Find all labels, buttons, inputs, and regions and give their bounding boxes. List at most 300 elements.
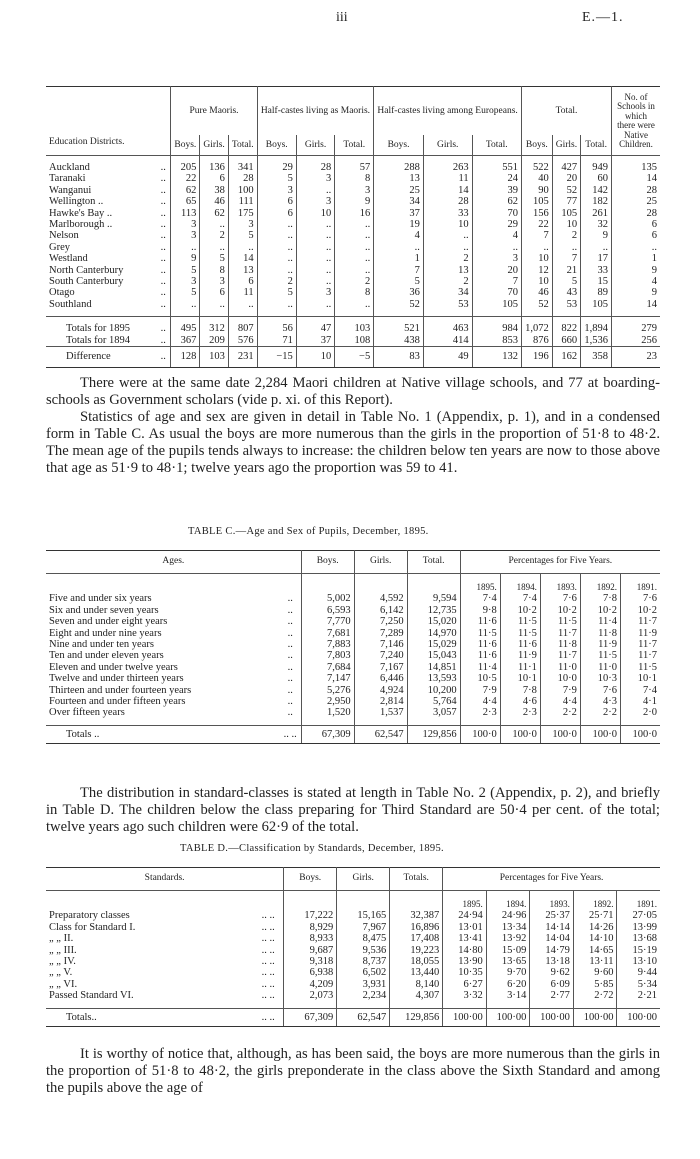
- table-cell: 209: [200, 335, 228, 347]
- table-cell: 67,309: [284, 1008, 337, 1026]
- row-leader: ..: [160, 230, 166, 242]
- table-cell: 13,593: [407, 673, 460, 684]
- table-cell: 521: [374, 317, 424, 335]
- table-cell: 2,950: [301, 696, 354, 707]
- table-cell: 11·6: [460, 616, 500, 627]
- table-cell: 62: [200, 208, 228, 219]
- row-leader: .. ..: [261, 978, 275, 990]
- year-label: 1892.: [573, 891, 617, 911]
- table-row: [46, 1008, 660, 1026]
- table-cell: −15: [257, 347, 296, 367]
- standards-body: [46, 891, 660, 1027]
- girls-subheader: Girls.: [200, 135, 228, 156]
- table-cell: 47: [296, 317, 334, 335]
- table-cell: 7,684: [301, 662, 354, 673]
- table-cell: 4,209: [284, 979, 337, 990]
- table-cell: 39: [472, 185, 521, 196]
- spacer: [390, 891, 443, 911]
- table-cell: 9·70: [486, 967, 530, 978]
- table-row: [46, 616, 660, 627]
- table-row: [46, 725, 660, 743]
- table-cell: 11·1: [500, 662, 540, 673]
- table-cell: 25: [612, 196, 661, 207]
- spacer: [407, 574, 460, 594]
- paragraph-2: Statistics of age and sex are given in detail in Table No. 1 (Appendix, p. 1), and in a condensed form in Table C. As usual the boys are more numerous than the girls in the proportion of 51·8 to 48·2. The mean age of the pupils tends always to increase: the children below ten years are now to those above that age as 51·9 to 48·1; twelve years ago the proportion was 59 to 41.: [46, 409, 660, 476]
- row-label: Wellington ..: [49, 196, 104, 208]
- table-cell: 5: [200, 253, 228, 264]
- table-cell: 5·85: [573, 979, 617, 990]
- table-cell: 9: [335, 196, 374, 207]
- table-cell: 4·6: [500, 696, 540, 707]
- table-cell: 1,894: [581, 317, 612, 335]
- total-header: Total.: [522, 87, 612, 136]
- table-row: [46, 696, 660, 707]
- table-cell: 7: [552, 253, 580, 264]
- page-number: iii: [336, 10, 348, 25]
- row-leader: ..: [160, 276, 166, 288]
- table-cell: 13·01: [443, 922, 487, 933]
- row-leader: ..: [287, 627, 293, 639]
- table-row: [46, 628, 660, 639]
- table-cell: 11·9: [620, 628, 660, 639]
- table-cell: 100·0: [460, 725, 500, 743]
- table-cell: 8,140: [390, 979, 443, 990]
- row-label: Passed Standard VI.: [49, 990, 134, 1002]
- table-cell: 2: [335, 276, 374, 287]
- table-cell: 28: [612, 208, 661, 219]
- table-cell: 10,200: [407, 685, 460, 696]
- row-label: Six and under seven years: [49, 604, 159, 616]
- table-cell: 14,970: [407, 628, 460, 639]
- table-cell: 6: [200, 287, 228, 298]
- table-cell: 14·79: [530, 945, 574, 956]
- table-cell: 100·0: [500, 725, 540, 743]
- year-label: 1891.: [620, 574, 660, 594]
- row-leader: ..: [160, 196, 166, 208]
- table-cell: 3,931: [337, 979, 390, 990]
- table-cell: 57: [335, 156, 374, 174]
- table-cell: 71: [257, 335, 296, 347]
- spacer: [337, 891, 390, 911]
- table-cell: 807: [228, 317, 257, 335]
- year-label: 1893.: [540, 574, 580, 594]
- table-cell: 11·7: [620, 616, 660, 627]
- table-cell: 11·5: [620, 662, 660, 673]
- table-cell: 205: [171, 156, 200, 174]
- row-leader: ..: [160, 207, 166, 219]
- table-c-caption: TABLE C.—Age and Sex of Pupils, December, 1895.: [188, 526, 429, 537]
- table-cell: 14·10: [573, 933, 617, 944]
- table-row: [46, 707, 660, 725]
- table-cell: 9·8: [460, 605, 500, 616]
- table-cell: 2: [200, 230, 228, 241]
- table-cell: ..: [296, 230, 334, 241]
- table-row: [46, 967, 660, 978]
- table-cell: 576: [228, 335, 257, 347]
- boys-subheader: Boys.: [374, 135, 424, 156]
- table-cell: 32: [581, 219, 612, 230]
- table-cell: 10: [423, 219, 472, 230]
- spacer: [46, 574, 280, 594]
- paragraph-1: There were at the same date 2,284 Maori children at Native village schools, and 77 at boarding-schools as Government scholars (vide p. xi. of this Report).: [46, 375, 660, 408]
- table-cell: 49: [423, 347, 472, 367]
- table-cell: 13: [423, 265, 472, 276]
- row-label: Thirteen and under fourteen years: [49, 684, 192, 696]
- table-cell: 21: [552, 265, 580, 276]
- table-cell: ..: [423, 242, 472, 253]
- table-row: [46, 185, 660, 196]
- table-cell: 62,547: [354, 725, 407, 743]
- table-cell: 67,309: [301, 725, 354, 743]
- row-leader: .. ..: [261, 944, 275, 956]
- table-cell: 29: [257, 156, 296, 174]
- table-cell: 15,165: [337, 910, 390, 921]
- table-cell: 108: [335, 335, 374, 347]
- table-cell: 28: [296, 156, 334, 174]
- table-cell: 10·1: [500, 673, 540, 684]
- table-cell: 12,735: [407, 605, 460, 616]
- table-cell: 52: [552, 185, 580, 196]
- row-leader: ..: [287, 604, 293, 616]
- table-cell: 10·2: [580, 605, 620, 616]
- table-cell: 5,276: [301, 685, 354, 696]
- table-cell: 4,307: [390, 990, 443, 1008]
- row-label: „ „ IV.: [49, 956, 76, 968]
- table-cell: 2: [552, 230, 580, 241]
- table-cell: 6: [257, 208, 296, 219]
- table-cell: 3: [335, 185, 374, 196]
- table-row: [46, 196, 660, 207]
- table-cell: 14: [423, 185, 472, 196]
- table-cell: 3: [171, 230, 200, 241]
- table-cell: 11·6: [460, 650, 500, 661]
- age-sex-body: [46, 574, 660, 744]
- table-row: [46, 253, 660, 264]
- table-cell: 18,055: [390, 956, 443, 967]
- table-cell: −5: [335, 347, 374, 367]
- row-leader: .. ..: [261, 990, 275, 1002]
- table-cell: 13·11: [573, 956, 617, 967]
- row-label: Taranaki: [49, 173, 86, 185]
- row-leader: ..: [287, 684, 293, 696]
- table-cell: 89: [581, 287, 612, 298]
- table-cell: 2·3: [460, 707, 500, 725]
- table-cell: 263: [423, 156, 472, 174]
- table-cell: ..: [171, 242, 200, 253]
- table-cell: 5,764: [407, 696, 460, 707]
- table-cell: 10·2: [620, 605, 660, 616]
- year-label: 1894.: [500, 574, 540, 594]
- table-cell: 24·94: [443, 910, 487, 921]
- table-cell: 9·60: [573, 967, 617, 978]
- table-cell: 129,856: [407, 725, 460, 743]
- girls-subheader: Girls.: [296, 135, 334, 156]
- table-cell: 2,234: [337, 990, 390, 1008]
- pure-maoris-header: Pure Maoris.: [171, 87, 257, 136]
- table-cell: 2·72: [573, 990, 617, 1008]
- table-cell: 4: [612, 276, 661, 287]
- table-cell: 261: [581, 208, 612, 219]
- standards-table: [46, 867, 660, 1027]
- boys-subheader: Boys.: [522, 135, 553, 156]
- row-leader: ..: [287, 593, 293, 605]
- table-cell: ..: [257, 265, 296, 276]
- table-cell: ..: [200, 219, 228, 230]
- row-leader: ..: [287, 650, 293, 662]
- spacer: [284, 891, 337, 911]
- table-cell: 14·80: [443, 945, 487, 956]
- table-cell: 6·27: [443, 979, 487, 990]
- table-cell: 2,814: [354, 696, 407, 707]
- row-label: Five and under six years: [49, 593, 152, 605]
- table-cell: 13·99: [617, 922, 660, 933]
- table-cell: 9,536: [337, 945, 390, 956]
- table-cell: 10·2: [540, 605, 580, 616]
- table-cell: 14: [228, 253, 257, 264]
- row-leader: ..: [160, 334, 166, 346]
- table-cell: 105: [472, 299, 521, 317]
- table-cell: 14·14: [530, 922, 574, 933]
- row-leader: ..: [287, 639, 293, 651]
- table-cell: 3·32: [443, 990, 487, 1008]
- year-label: 1893.: [530, 891, 574, 911]
- table-cell: ..: [200, 299, 228, 317]
- table-cell: 6,593: [301, 605, 354, 616]
- table-cell: 8: [335, 173, 374, 184]
- table-cell: 3: [296, 173, 334, 184]
- table-cell: 3,057: [407, 707, 460, 725]
- table-cell: 7,967: [337, 922, 390, 933]
- table-cell: 1: [612, 253, 661, 264]
- table-cell: 62,547: [337, 1008, 390, 1026]
- table-cell: 32,387: [390, 910, 443, 921]
- table-cell: ..: [296, 219, 334, 230]
- row-label: Ten and under eleven years: [49, 650, 164, 662]
- table-cell: 7·6: [620, 593, 660, 604]
- table-cell: 10: [296, 208, 334, 219]
- table-cell: ..: [296, 276, 334, 287]
- table-cell: 8: [200, 265, 228, 276]
- table-cell: 463: [423, 317, 472, 335]
- report-reference: E.—1.: [582, 10, 624, 25]
- tot-subheader: Total.: [581, 135, 612, 156]
- table-cell: 28: [423, 196, 472, 207]
- row-label: Westland: [49, 253, 88, 265]
- table-cell: 100·00: [486, 1008, 530, 1026]
- table-row: [46, 230, 660, 241]
- table-cell: 6,142: [354, 605, 407, 616]
- table-cell: 182: [581, 196, 612, 207]
- table-cell: 16: [335, 208, 374, 219]
- table-row: [46, 910, 660, 921]
- table-cell: 7,289: [354, 628, 407, 639]
- table-cell: 9·62: [530, 967, 574, 978]
- table-row: [46, 673, 660, 684]
- row-label: Seven and under eight years: [49, 616, 168, 628]
- table-cell: 6: [612, 230, 661, 241]
- table-cell: 6: [257, 196, 296, 207]
- row-label: Difference: [46, 347, 156, 367]
- table-cell: 7,250: [354, 616, 407, 627]
- table-cell: 11·8: [540, 639, 580, 650]
- row-label: South Canterbury: [49, 276, 124, 288]
- row-label: Fourteen and under fifteen years: [49, 696, 186, 708]
- table-cell: 8,737: [337, 956, 390, 967]
- table-cell: 53: [423, 299, 472, 317]
- row-leader: .. ..: [261, 933, 275, 945]
- year-label: 1891.: [617, 891, 660, 911]
- table-cell: 3: [228, 219, 257, 230]
- schools-header: No. of Schools in which there were Native Children.: [612, 87, 661, 156]
- table-cell: 1,536: [581, 335, 612, 347]
- table-cell: 2·2: [540, 707, 580, 725]
- table-cell: 10: [522, 253, 553, 264]
- table-cell: 2·2: [580, 707, 620, 725]
- table-cell: 3: [171, 219, 200, 230]
- table-d-caption: TABLE D.—Classification by Standards, December, 1895.: [180, 843, 444, 854]
- table-cell: ..: [335, 219, 374, 230]
- table-cell: 15·19: [617, 945, 660, 956]
- table-cell: 522: [522, 156, 553, 174]
- table-cell: 162: [552, 347, 580, 367]
- table-cell: 33: [423, 208, 472, 219]
- table-cell: 4: [472, 230, 521, 241]
- table-cell: 83: [374, 347, 424, 367]
- table-cell: 196: [522, 347, 553, 367]
- table-cell: 13·92: [486, 933, 530, 944]
- spacer: [46, 891, 253, 911]
- row-label: Totals..: [46, 1008, 253, 1026]
- totals-header: Totals.: [390, 868, 443, 891]
- table-cell: 5: [228, 230, 257, 241]
- table-cell: 495: [171, 317, 200, 335]
- table-cell: 13·34: [486, 922, 530, 933]
- row-label: „ „ III.: [49, 944, 77, 956]
- row-label: Wanganui: [49, 184, 92, 196]
- table-cell: 36: [374, 287, 424, 298]
- table-cell: 46: [200, 196, 228, 207]
- table-cell: 34: [423, 287, 472, 298]
- table-cell: 5: [552, 276, 580, 287]
- row-label: Nelson: [49, 230, 79, 242]
- row-label: Eleven and under twelve years: [49, 661, 178, 673]
- table-cell: 949: [581, 156, 612, 174]
- table-cell: 14: [612, 299, 661, 317]
- table-cell: 22: [171, 173, 200, 184]
- girls-header: Girls.: [354, 551, 407, 574]
- table-cell: 14·26: [573, 922, 617, 933]
- table-cell: 156: [522, 208, 553, 219]
- table-cell: 17: [581, 253, 612, 264]
- table-cell: 1,537: [354, 707, 407, 725]
- table-cell: 231: [228, 347, 257, 367]
- table-cell: 15,029: [407, 639, 460, 650]
- table-cell: 5,002: [301, 593, 354, 604]
- table-cell: 77: [552, 196, 580, 207]
- table-cell: 15,043: [407, 650, 460, 661]
- row-label: Totals for 1894: [66, 334, 131, 346]
- table-cell: 6: [228, 276, 257, 287]
- table-cell: 132: [472, 347, 521, 367]
- table-cell: 4·1: [620, 696, 660, 707]
- table-cell: 4·4: [540, 696, 580, 707]
- year-label: 1894.: [486, 891, 530, 911]
- table-cell: 27·05: [617, 910, 660, 921]
- table-row: [46, 208, 660, 219]
- table-cell: 4·3: [580, 696, 620, 707]
- table-cell: 13: [228, 265, 257, 276]
- table-cell: 7,770: [301, 616, 354, 627]
- table-cell: 3: [472, 253, 521, 264]
- table-cell: 7,147: [301, 673, 354, 684]
- row-leader: ..: [160, 173, 166, 185]
- row-label: Over fifteen years: [49, 707, 125, 719]
- table-cell: 13·10: [617, 956, 660, 967]
- halfcaste-maori-header: Half-castes living as Maoris.: [257, 87, 374, 136]
- paragraph-4: It is worthy of notice that, although, as has been said, the boys are more numerous than the girls in the proportion of 51·8 to 48·2, the girls preponderate in the class above the Sixth Standard and among the pupils above the age of: [46, 1046, 660, 1096]
- table-cell: 7·8: [580, 593, 620, 604]
- table-cell: 5: [257, 287, 296, 298]
- table-cell: 13,440: [390, 967, 443, 978]
- table-cell: ..: [228, 299, 257, 317]
- table-cell: 8,929: [284, 922, 337, 933]
- table-cell: 10: [552, 219, 580, 230]
- table-cell: 876: [522, 335, 553, 347]
- girls-subheader: Girls.: [552, 135, 580, 156]
- table-cell: 7,883: [301, 639, 354, 650]
- table-cell: 16,896: [390, 922, 443, 933]
- table-cell: 129,856: [390, 1008, 443, 1026]
- table-cell: 28: [228, 173, 257, 184]
- table-cell: 135: [612, 156, 661, 174]
- table-cell: 853: [472, 335, 521, 347]
- table-row: [46, 287, 660, 298]
- table-cell: 822: [552, 317, 580, 335]
- row-label: Totals for 1895: [46, 317, 156, 335]
- table-cell: 70: [472, 287, 521, 298]
- row-leader: ..: [156, 347, 171, 367]
- table-cell: 10·0: [540, 673, 580, 684]
- table-cell: ..: [472, 242, 521, 253]
- table-cell: 11: [228, 287, 257, 298]
- year-label: 1895.: [443, 891, 487, 911]
- row-label: Nine and under ten years: [49, 639, 154, 651]
- table-cell: 23: [612, 347, 661, 367]
- table-cell: 10·1: [620, 673, 660, 684]
- table-cell: 11·7: [620, 639, 660, 650]
- table-cell: 358: [581, 347, 612, 367]
- table-cell: 13·18: [530, 956, 574, 967]
- table-cell: 438: [374, 335, 424, 347]
- row-leader: .. ..: [253, 1008, 284, 1026]
- row-leader: .. ..: [280, 725, 301, 743]
- table-cell: 7·4: [620, 685, 660, 696]
- girls-subheader: Girls.: [423, 135, 472, 156]
- table-cell: 4: [374, 230, 424, 241]
- table-cell: 14·04: [530, 933, 574, 944]
- table-cell: 5: [257, 173, 296, 184]
- table-cell: 62: [171, 185, 200, 196]
- table-cell: 11·4: [580, 616, 620, 627]
- table-cell: 11: [423, 173, 472, 184]
- row-leader: ..: [160, 184, 166, 196]
- table-cell: 103: [200, 347, 228, 367]
- table-cell: 11·5: [580, 650, 620, 661]
- table-cell: 9: [171, 253, 200, 264]
- table-cell: 3: [296, 287, 334, 298]
- spacer: [354, 574, 407, 594]
- table-cell: 24·96: [486, 910, 530, 921]
